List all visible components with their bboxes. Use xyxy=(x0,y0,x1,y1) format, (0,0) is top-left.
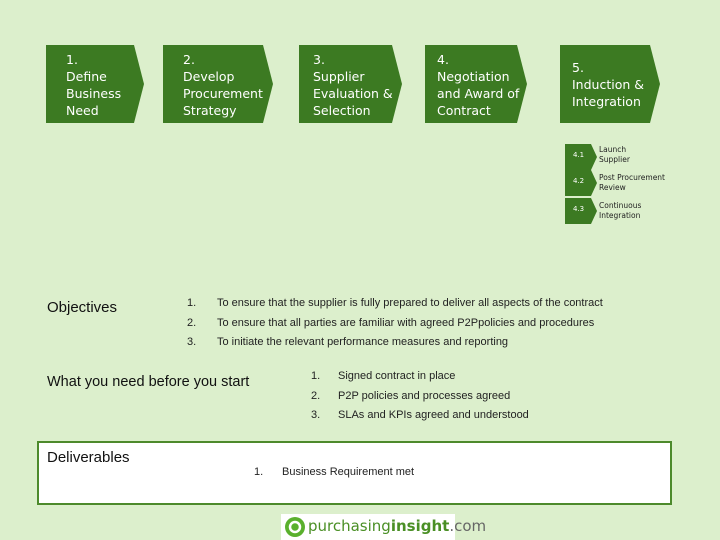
substep-post-procurement-review xyxy=(565,170,695,196)
logo-icon xyxy=(284,516,306,538)
substep-label: Continuous Integration xyxy=(599,201,642,220)
deliverable-item: Business Requirement met xyxy=(282,466,415,478)
step-negotiation-award-contract xyxy=(425,45,527,123)
objective-item: To ensure that all parties are familiar with agreed P2Ppolicies and procedures xyxy=(217,317,595,329)
substep-number: 4.1 xyxy=(573,151,585,159)
objective-item: To initiate the relevant performance measures and reporting xyxy=(217,336,509,348)
substep-number: 4.2 xyxy=(573,177,585,185)
step-label: 4. Negotiation and Award of Contract xyxy=(437,52,520,118)
objective-number: 1. xyxy=(187,297,197,309)
prereq-number: 2. xyxy=(311,390,321,402)
step-label: 5. Induction & Integration xyxy=(572,60,645,109)
prereq-item: SLAs and KPIs agreed and understood xyxy=(338,409,529,421)
objective-item: To ensure that the supplier is fully prepared to deliver all aspects of the contract xyxy=(217,297,603,309)
objective-number: 2. xyxy=(187,317,197,329)
prereq-number: 3. xyxy=(311,409,321,421)
purchasinginsight-logo xyxy=(281,514,487,540)
objectives-heading: Objectives xyxy=(47,299,118,316)
prereqs-heading: What you need before you start xyxy=(47,374,250,390)
step-label: 2. Develop Procurement Strategy xyxy=(183,52,263,118)
deliverables-heading: Deliverables xyxy=(47,449,130,466)
step-define-business-need xyxy=(46,45,144,123)
prereq-item: P2P policies and processes agreed xyxy=(338,390,511,402)
logo-text: purchasinginsight.com xyxy=(308,517,487,535)
prereq-number: 1. xyxy=(311,370,321,382)
deliverable-number: 1. xyxy=(254,466,264,478)
step-label: 1. Define Business Need xyxy=(66,52,122,118)
substep-number: 4.3 xyxy=(573,205,585,213)
prereq-item: Signed contract in place xyxy=(338,370,456,382)
step-label: 3. Supplier Evaluation & Selection xyxy=(313,52,393,118)
step-supplier-evaluation-selection xyxy=(299,45,402,123)
substep-label: Post Procurement Review xyxy=(599,173,665,192)
step-induction-integration xyxy=(560,45,660,123)
substep-continuous-integration xyxy=(565,198,695,224)
substep-launch-supplier xyxy=(565,144,695,170)
objective-number: 3. xyxy=(187,336,197,348)
substep-label: Launch Supplier xyxy=(599,145,630,164)
step-develop-procurement-strategy xyxy=(163,45,273,123)
